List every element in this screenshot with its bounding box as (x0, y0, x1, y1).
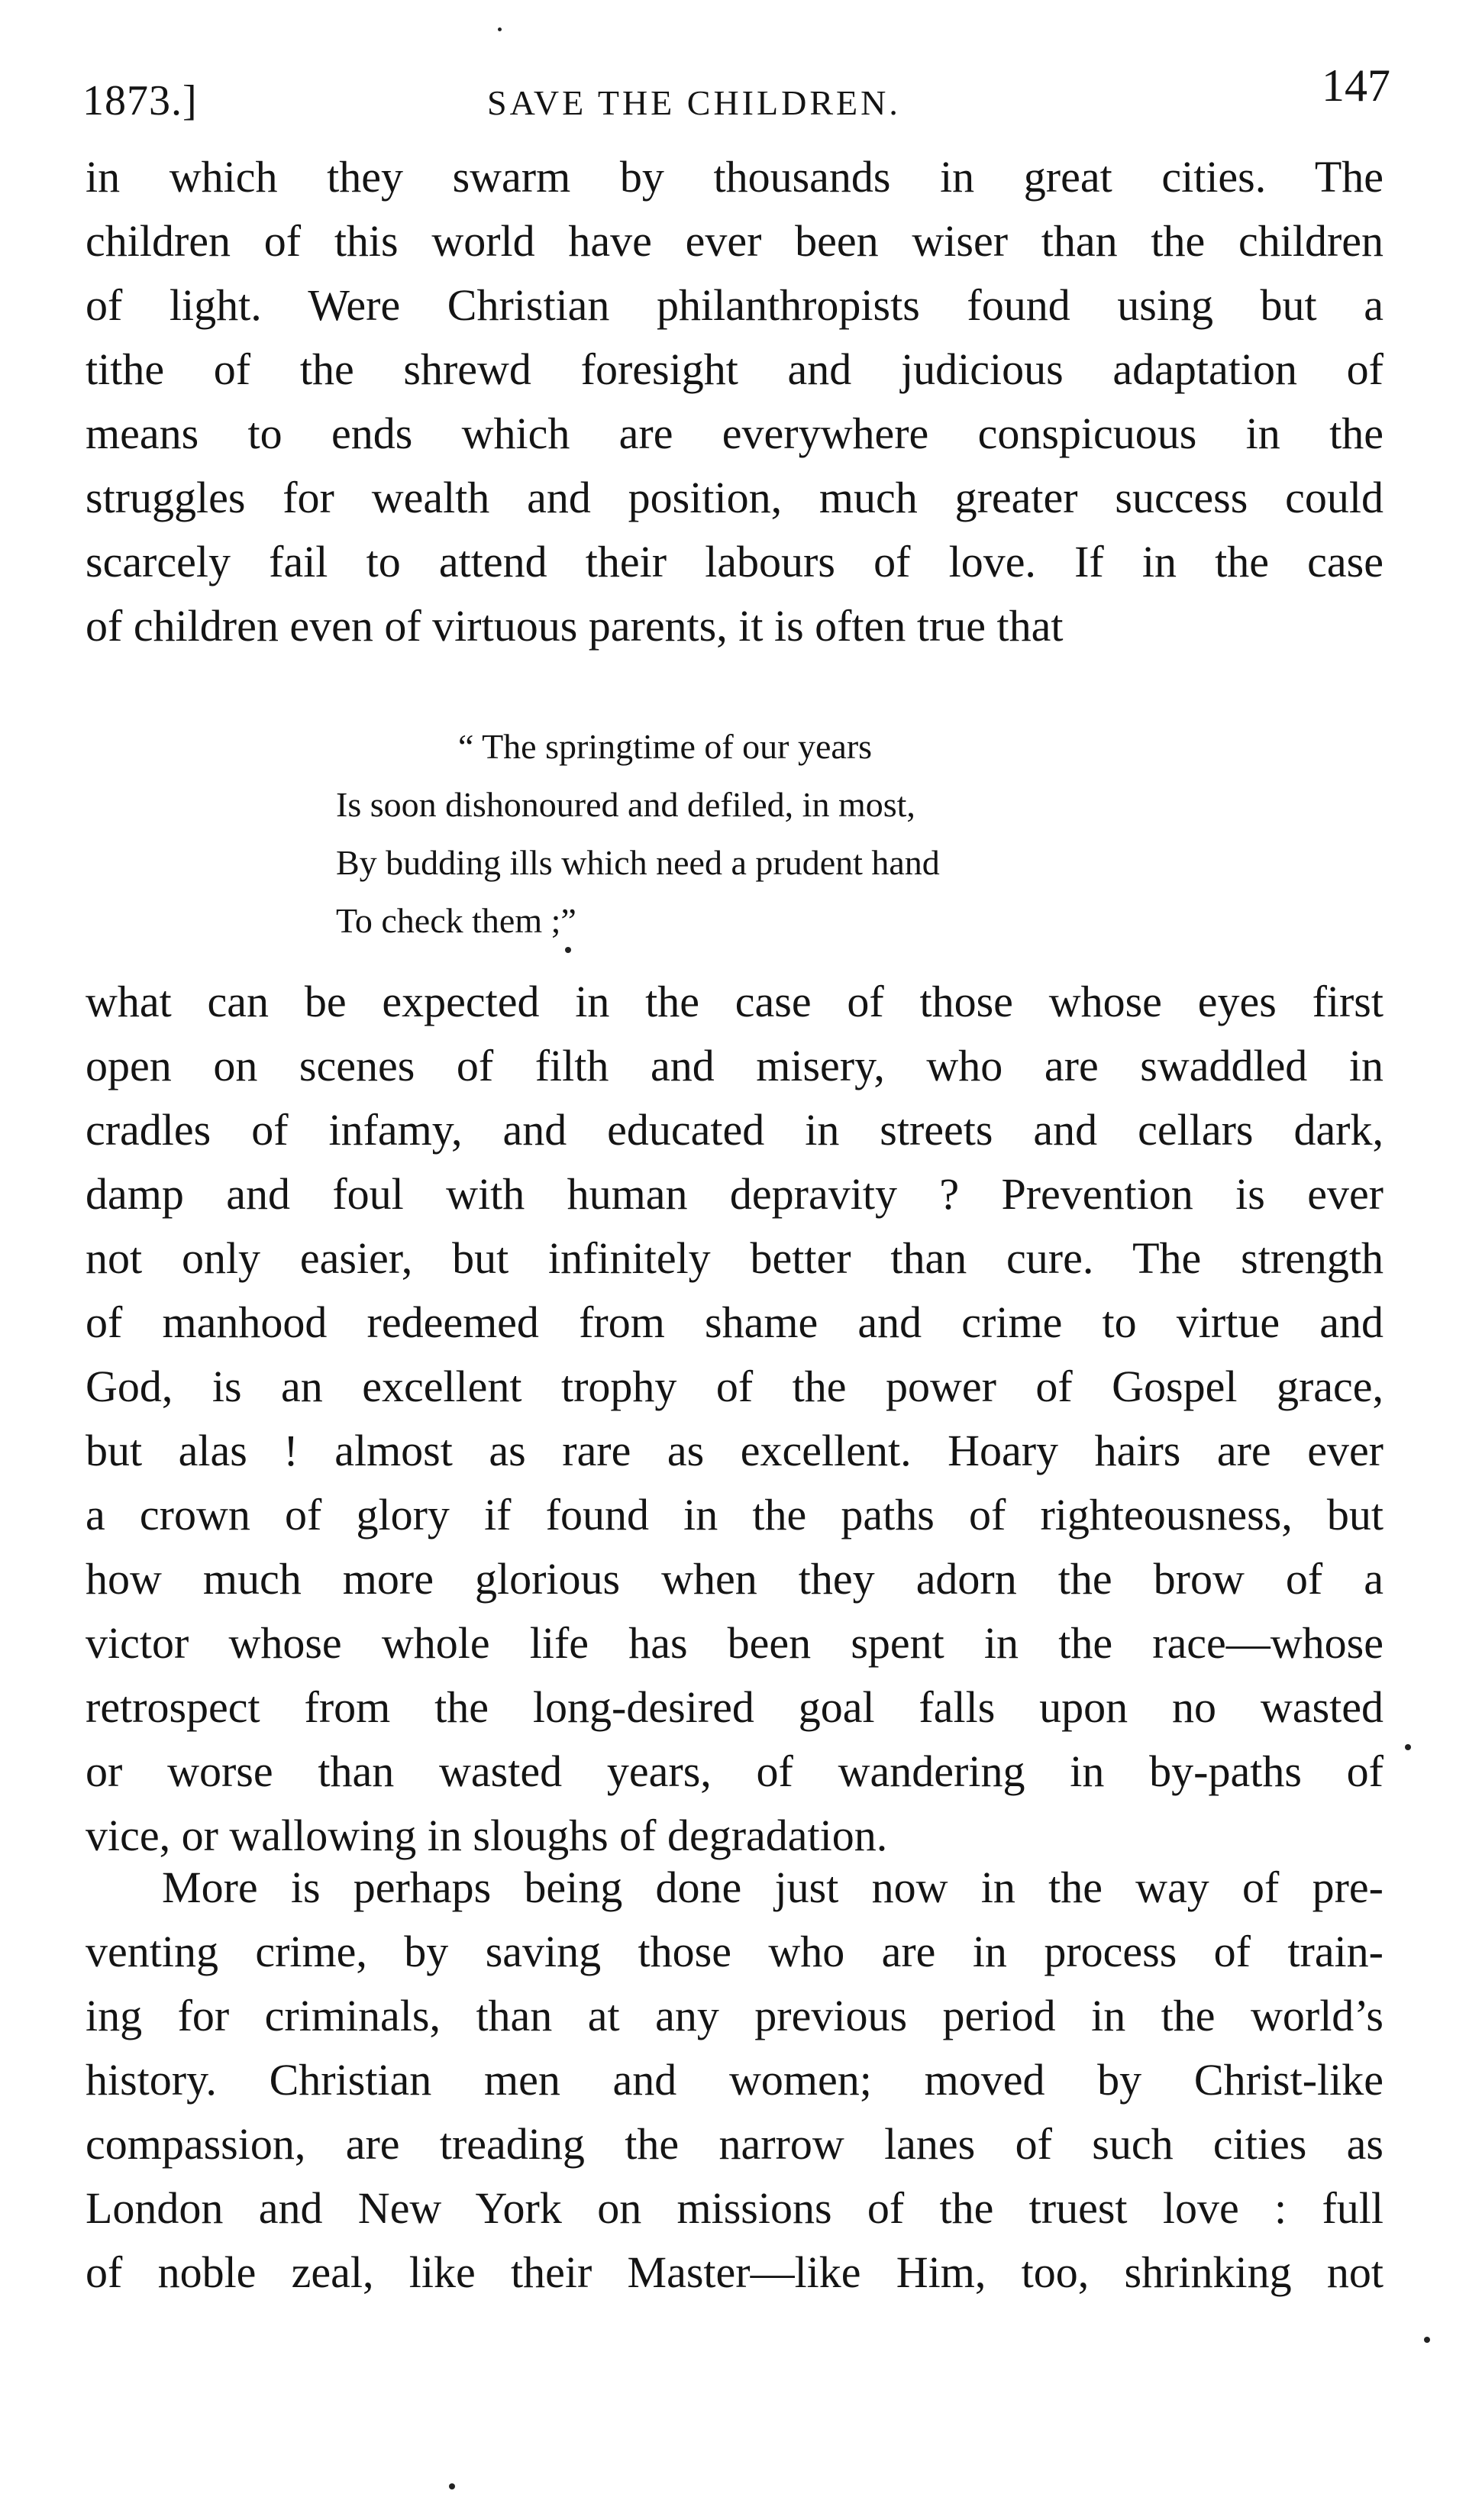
text-line: More is perhaps being done just now in the way of pre- (162, 1863, 1384, 1912)
print-speck (565, 947, 571, 953)
text-line: what can be expected in the case of those whose eyes first (86, 977, 1384, 1026)
text-line: open on scenes of filth and misery, who are swaddled in (86, 1041, 1384, 1090)
verse-line: Is soon dishonoured and defiled, in most, (336, 785, 915, 824)
text-line: scarcely fail to attend their labours of love. If in the case (86, 537, 1384, 586)
text-line: struggles for wealth and position, much greater success could (86, 473, 1384, 522)
text-line: venting crime, by saving those who are in process of train- (86, 1927, 1384, 1976)
verse-quotation (336, 718, 1176, 950)
verse-line: By budding ills which need a prudent hand (336, 843, 940, 882)
running-header (82, 49, 1390, 133)
print-speck (449, 2483, 455, 2489)
paragraph-3 (86, 1856, 1384, 2305)
header-year: 1873.] (82, 77, 198, 124)
text-line: of noble zeal, like their Master—like Him, too, shrinking not (86, 2247, 1384, 2297)
print-speck (498, 27, 502, 31)
text-line: of light. Were Christian philanthropists found using but a (86, 280, 1384, 330)
text-line: of manhood redeemed from shame and crime to virtue and (86, 1297, 1384, 1347)
header-title: SAVE THE CHILDREN. (487, 83, 901, 122)
text-line: God, is an excellent trophy of the power of Gospel grace, (86, 1362, 1384, 1411)
text-line: vice, or wallowing in sloughs of degradation. (86, 1811, 888, 1860)
page-number: 147 (1322, 60, 1390, 111)
text-line: tithe of the shrewd foresight and judicious adaptation of (86, 344, 1384, 394)
print-speck (1424, 2337, 1430, 2343)
paragraph-2 (86, 970, 1384, 1868)
print-speck (1405, 1744, 1411, 1750)
text-line: ing for criminals, than at any previous period in the world’s (86, 1991, 1384, 2040)
text-line: a crown of glory if found in the paths of righteousness, but (86, 1490, 1384, 1539)
text-line: of children even of virtuous parents, it is often true that (86, 601, 1064, 651)
verse-line: “ The springtime of our years (458, 727, 873, 766)
text-line: how much more glorious when they adorn the brow of a (86, 1554, 1384, 1604)
text-line: but alas ! almost as rare as excellent. Hoary hairs are ever (86, 1426, 1384, 1475)
text-line: in which they swarm by thousands in great cities. The (86, 152, 1384, 202)
text-line: damp and foul with human depravity ? Prevention is ever (86, 1169, 1384, 1219)
verse-line: To check them ;” (336, 901, 576, 940)
text-line: or worse than wasted years, of wandering in by-paths of (86, 1746, 1384, 1796)
text-line: history. Christian men and women; moved by Christ-like (86, 2055, 1384, 2105)
text-line: means to ends which are everywhere conspicuous in the (86, 409, 1384, 458)
text-line: children of this world have ever been wiser than the children (86, 216, 1384, 266)
paragraph-1 (86, 145, 1384, 658)
text-line: retrospect from the long-desired goal falls upon no wasted (86, 1682, 1384, 1732)
text-line: not only easier, but infinitely better than cure. The strength (86, 1233, 1384, 1283)
text-line: compassion, are treading the narrow lanes of such cities as (86, 2119, 1384, 2169)
text-line: London and New York on missions of the truest love : full (86, 2183, 1384, 2233)
text-line: cradles of infamy, and educated in streets and cellars dark, (86, 1105, 1384, 1155)
text-line: victor whose whole life has been spent in the race—whose (86, 1618, 1384, 1668)
